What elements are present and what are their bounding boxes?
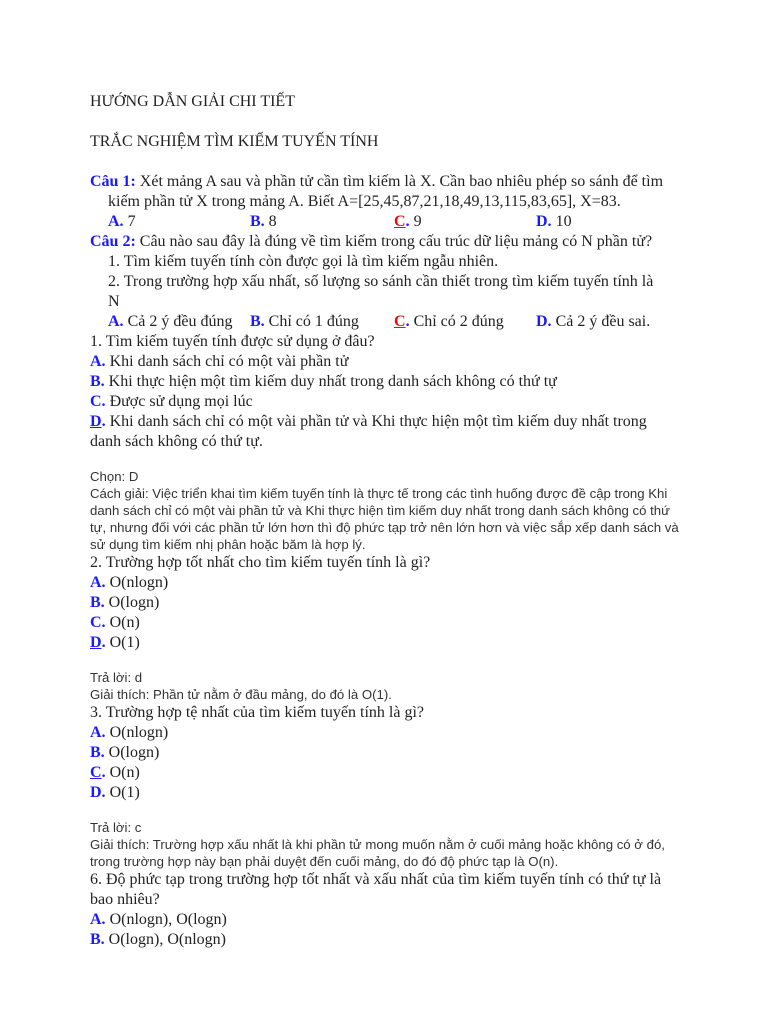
question-2: [90, 232, 690, 332]
option-a: A. Cả 2 ý đều đúng: [108, 313, 233, 330]
question-text: Câu nào sau đây là đúng về tìm kiếm trong cấu trúc dữ liệu mảng có N phần tử?: [135, 233, 653, 250]
option-a: A. Khi danh sách chỉ có một vài phần tử: [90, 353, 349, 370]
option-b: B. O(logn), O(nlogn): [90, 931, 226, 948]
document-title: HƯỚNG DẪN GIẢI CHI TIẾT: [90, 93, 295, 110]
question-text: 2. Trường hợp tốt nhất cho tìm kiếm tuyến tính là gì?: [90, 554, 431, 571]
option-d-correct: D. Khi danh sách chỉ có một vài phần tử và Khi thực hiện một tìm kiếm duy nhất trong danh sách không có thứ tự.: [90, 413, 647, 450]
option-b: B. O(logn): [90, 594, 160, 611]
question-4: [90, 553, 690, 653]
option-c-correct: C. O(n): [90, 764, 140, 781]
option-a: A. 7: [108, 213, 136, 230]
option-c-correct: C. Chỉ có 2 đúng: [394, 313, 504, 330]
question-text: 3. Trường hợp tệ nhất của tìm kiếm tuyến tính là gì?: [90, 704, 424, 721]
option-c-correct: C. 9: [394, 213, 422, 230]
option-row: [90, 212, 690, 232]
option-d: D. O(1): [90, 784, 140, 801]
statement-1: 1. Tìm kiếm tuyến tính còn được gọi là tìm kiếm ngẫu nhiên.: [108, 253, 499, 270]
answer-text: Trả lời: d: [90, 670, 143, 685]
question-text-cont: kiếm phần tử X trong mảng A. Biết A=[25,45,87,21,18,49,13,115,83,65], X=83.: [108, 193, 621, 210]
option-a: A. O(nlogn): [90, 574, 169, 591]
question-3: [90, 332, 690, 452]
option-d: D. 10: [536, 213, 572, 230]
question-text: Xét mảng A sau và phần tử cần tìm kiếm là X. Cần bao nhiêu phép so sánh để tìm: [135, 173, 664, 190]
option-d: D. Cả 2 ý đều sai.: [536, 313, 651, 330]
option-c: C. O(n): [90, 614, 140, 631]
option-b: B. Chỉ có 1 đúng: [250, 313, 359, 330]
document-page: [90, 92, 690, 950]
question-text: 1. Tìm kiếm tuyến tính được sử dụng ở đâu?: [90, 333, 375, 350]
question-1: [90, 172, 690, 232]
statement-2: 2. Trong trường hợp xấu nhất, số lượng so sánh cần thiết trong tìm kiếm tuyến tính là: [108, 273, 654, 290]
question-6: [90, 870, 690, 950]
explanation-text: Cách giải: Việc triển khai tìm kiếm tuyến tính là thực tế trong các tình huống được đề cập trong Khi danh sách chỉ có một vài phần tử và Khi thực hiện tìm kiếm duy nhất trong danh sách không có thứ tự, nhưng đối với các phần tử lớn hơn thì độ phức tạp trở nên lớn hơn và việc sắp xếp danh sách và sử dụng tìm kiếm nhị phân hoặc băm là hợp lý.: [90, 486, 679, 552]
statement-2-cont: N: [108, 293, 120, 310]
question-5: [90, 703, 690, 803]
answer-text: Trả lời: c: [90, 820, 142, 835]
explanation-text: Giải thích: Phần tử nằm ở đầu mảng, do đó là O(1).: [90, 687, 392, 702]
option-b: B. O(logn): [90, 744, 160, 761]
option-b: B. Khi thực hiện một tìm kiếm duy nhất trong danh sách không có thứ tự: [90, 373, 557, 390]
document-subtitle: TRẮC NGHIỆM TÌM KIẾM TUYẾN TÍNH: [90, 133, 379, 150]
option-a: A. O(nlogn), O(logn): [90, 911, 227, 928]
question-text: 6. Độ phức tạp trong trường hợp tốt nhất và xấu nhất của tìm kiếm tuyến tính có thứ tự là bao nhiêu?: [90, 871, 662, 908]
question-label: Câu 2:: [90, 233, 136, 250]
question-label: Câu 1:: [90, 173, 136, 190]
answer-text: Chọn: D: [90, 469, 139, 484]
option-a: A. O(nlogn): [90, 724, 169, 741]
option-b: B. 8: [250, 213, 277, 230]
option-c: C. Được sử dụng mọi lúc: [90, 393, 253, 410]
option-d-correct: D. O(1): [90, 634, 140, 651]
option-row: [90, 312, 690, 332]
explanation-text: Giải thích: Trường hợp xấu nhất là khi phần tử mong muốn nằm ở cuối mảng hoặc không có ở đó, trong trường hợp này bạn phải duyệt đến cuối mảng, do đó độ phức tạp là O(n).: [90, 837, 665, 869]
